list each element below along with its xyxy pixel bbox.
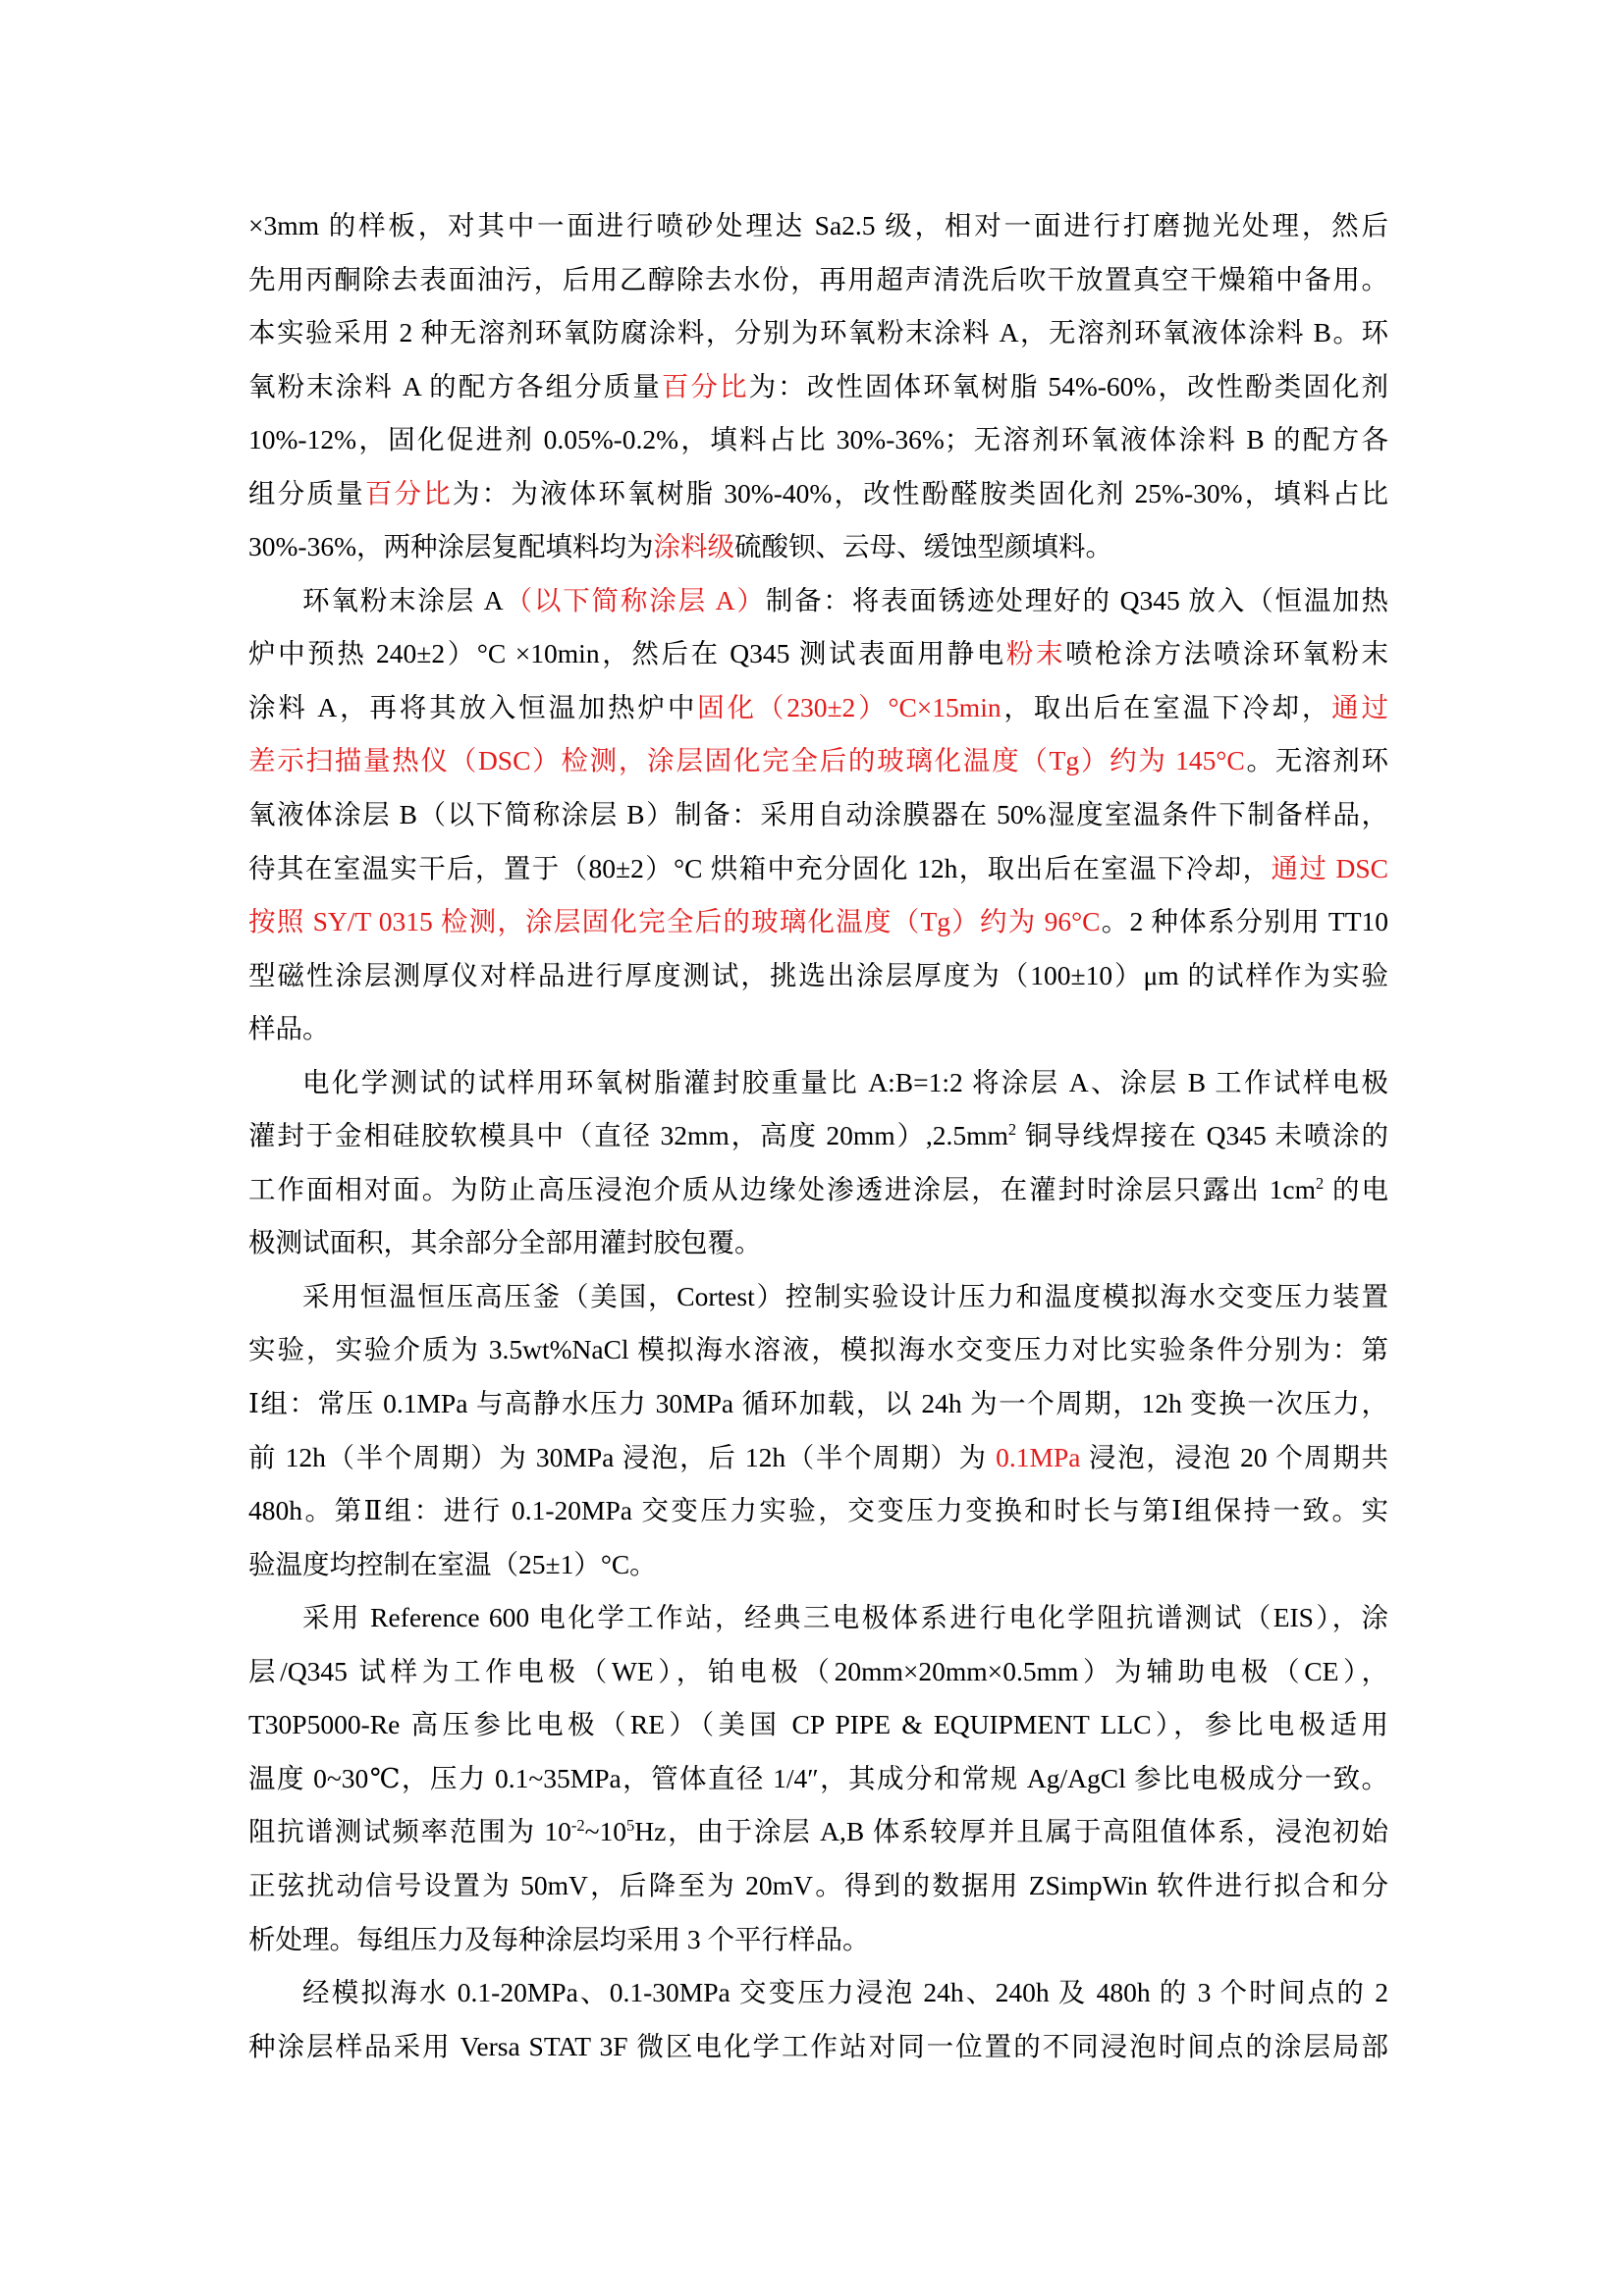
text-line bbox=[248, 2020, 1388, 2074]
text-line bbox=[248, 1591, 1388, 1645]
text-line bbox=[248, 895, 1388, 949]
text-segment: 正弦扰动信号设置为 50mV，后降至为 20mV。得到的数据用 ZSimpWin 软件进行拟合和分 bbox=[248, 1869, 1388, 1900]
paragraph-4 bbox=[248, 1270, 1388, 1591]
text-segment: 实验，实验介质为 3.5wt%NaCl 模拟海水溶液，模拟海水交变压力对比实验条件分别为：第 bbox=[248, 1334, 1388, 1365]
text-segment: Ⅰ组：常压 0.1MPa 与高静水压力 30MPa 循环加载，以 24h 为一个周期，12h 变换一次压力， bbox=[248, 1388, 1388, 1419]
text-line bbox=[248, 1002, 1388, 1056]
text-segment: 采用恒温恒压高压釜（美国，Cortest）控制实验设计压力和温度模拟海水交变压力装置 bbox=[302, 1280, 1388, 1311]
highlighted-text: 按照 SY/T 0315 检测，涂层固化完全后的玻璃化温度（Tg）约为 96°C bbox=[248, 906, 1101, 937]
text-segment: 制备：将表面锈迹处理好的 Q345 放入（恒温加热 bbox=[765, 584, 1388, 615]
text-line bbox=[248, 734, 1388, 788]
text-line bbox=[248, 842, 1388, 896]
superscript: 5 bbox=[626, 1816, 635, 1836]
text-line bbox=[248, 1056, 1388, 1110]
highlighted-text: 百分比 bbox=[364, 477, 453, 508]
text-segment: 氧液体涂层 B（以下简称涂层 B）制备：采用自动涂膜器在 50%湿度室温条件下制备样品， bbox=[248, 799, 1388, 830]
text-segment: 氧粉末涂料 A 的配方各组分质量 bbox=[248, 370, 662, 401]
text-line bbox=[248, 306, 1388, 360]
superscript: -2 bbox=[570, 1816, 585, 1836]
text-line bbox=[248, 627, 1388, 681]
text-line bbox=[248, 1323, 1388, 1377]
text-line bbox=[248, 1913, 1388, 1967]
highlighted-text: 粉末 bbox=[1005, 638, 1066, 669]
paragraph-6 bbox=[248, 1966, 1388, 2073]
text-segment: 10%-12%，固化促进剂 0.05%-0.2%，填料占比 30%-36%；无溶剂环氧液体涂料 B 的配方各 bbox=[248, 424, 1388, 455]
text-line bbox=[248, 1216, 1388, 1270]
paragraph-2 bbox=[248, 574, 1388, 1056]
text-line bbox=[248, 1805, 1388, 1859]
text-segment: 型磁性涂层测厚仪对样品进行厚度测试，挑选出涂层厚度为（100±10）μm 的试样作为实验 bbox=[248, 959, 1388, 990]
highlighted-text: 通过 bbox=[1331, 691, 1388, 722]
text-segment: 涂料 A，再将其放入恒温加热炉中 bbox=[248, 691, 698, 722]
text-line bbox=[248, 1645, 1388, 1699]
highlighted-text: 百分比 bbox=[661, 370, 749, 401]
superscript: 2 bbox=[1315, 1173, 1325, 1193]
text-segment: 极测试面积，其余部分全部用灌封胶包覆。 bbox=[248, 1227, 762, 1258]
text-line bbox=[248, 253, 1388, 307]
text-segment: 待其在室温实干后，置于（80±2）°C 烘箱中充分固化 12h，取出后在室温下冷却， bbox=[248, 852, 1272, 883]
paragraph-3 bbox=[248, 1056, 1388, 1270]
text-segment: 先用丙酮除去表面油污，后用乙醇除去水份，再用超声清洗后吹干放置真空干燥箱中备用。 bbox=[248, 263, 1388, 294]
text-segment: 阻抗谱测试频率范围为 10 bbox=[248, 1816, 571, 1847]
text-segment: 经模拟海水 0.1-20MPa、0.1-30MPa 交变压力浸泡 24h、240h 及 480h 的 3 个时间点的 2 bbox=[302, 1977, 1388, 2008]
text-segment: 。无溶剂环 bbox=[1244, 745, 1388, 776]
text-line bbox=[248, 1163, 1388, 1217]
text-line bbox=[248, 1966, 1388, 2020]
text-segment: 验温度均控制在室温（25±1）°C。 bbox=[248, 1548, 657, 1579]
text-segment: 种涂层样品采用 Versa STAT 3F 微区电化学工作站对同一位置的不同浸泡时间点的涂层局部 bbox=[248, 2030, 1388, 2061]
text-line bbox=[248, 1270, 1388, 1324]
highlighted-text: （以下简称涂层 A） bbox=[503, 584, 766, 615]
body-text bbox=[248, 199, 1388, 2073]
text-line bbox=[248, 788, 1388, 842]
highlighted-text: 差示扫描量热仪（DSC）检测，涂层固化完全后的玻璃化温度（Tg）约为 145°C bbox=[248, 745, 1245, 776]
text-segment: 喷枪涂方法喷涂环氧粉末 bbox=[1065, 638, 1388, 669]
text-segment: 浸泡，浸泡 20 个周期共 bbox=[1080, 1441, 1388, 1472]
highlighted-text: 通过 DSC bbox=[1271, 852, 1388, 883]
text-segment: 采用 Reference 600 电化学工作站，经典三电极体系进行电化学阻抗谱测试（EIS），涂 bbox=[302, 1602, 1388, 1633]
text-segment: 铜导线焊接在 Q345 未喷涂的 bbox=[1016, 1120, 1388, 1151]
text-line bbox=[248, 520, 1388, 574]
text-segment: 电化学测试的试样用环氧树脂灌封胶重量比 A:B=1:2 将涂层 A、涂层 B 工作试样电极 bbox=[302, 1066, 1388, 1097]
paragraph-1 bbox=[248, 199, 1388, 574]
text-line bbox=[248, 681, 1388, 735]
text-segment: 工作面相对面。为防止高压浸泡介质从边缘处渗透进涂层，在灌封时涂层只露出 1cm bbox=[248, 1173, 1316, 1204]
text-line bbox=[248, 949, 1388, 1003]
text-segment: 480h。第Ⅱ组：进行 0.1-20MPa 交变压力实验，交变压力变换和时长与第Ⅰ组保持一致。实 bbox=[248, 1495, 1388, 1526]
text-line bbox=[248, 413, 1388, 467]
text-segment: 环氧粉末涂层 A bbox=[302, 584, 504, 615]
text-line bbox=[248, 1752, 1388, 1806]
superscript: 2 bbox=[1007, 1120, 1017, 1140]
text-line bbox=[248, 574, 1388, 628]
text-segment: 为：改性固体环氧树脂 54%-60%，改性酚类固化剂 bbox=[748, 370, 1388, 401]
text-segment: 。2 种体系分别用 TT10 bbox=[1100, 906, 1388, 937]
text-line bbox=[248, 1484, 1388, 1538]
text-segment: ×3mm 的样板，对其中一面进行喷砂处理达 Sa2.5 级，相对一面进行打磨抛光处理，然后 bbox=[248, 210, 1388, 240]
text-segment: 前 12h（半个周期）为 30MPa 浸泡，后 12h（半个周期）为 bbox=[248, 1441, 997, 1472]
text-segment: 组分质量 bbox=[248, 477, 365, 508]
highlighted-text: 涂料级 bbox=[653, 531, 734, 562]
text-segment: 的电 bbox=[1324, 1173, 1388, 1204]
text-line bbox=[248, 1377, 1388, 1431]
text-segment: 为：为液体环氧树脂 30%-40%，改性酚醛胺类固化剂 25%-30%，填料占比 bbox=[452, 477, 1388, 508]
text-line bbox=[248, 1431, 1388, 1485]
text-line bbox=[248, 199, 1388, 253]
text-segment: ，取出后在室温下冷却， bbox=[1001, 691, 1332, 722]
text-line bbox=[248, 467, 1388, 521]
text-segment: ~10 bbox=[584, 1816, 627, 1847]
text-segment: 硫酸钡、云母、缓蚀型颜填料。 bbox=[733, 531, 1112, 562]
text-segment: 本实验采用 2 种无溶剂环氧防腐涂料，分别为环氧粉末涂料 A，无溶剂环氧液体涂料 B。环 bbox=[248, 317, 1388, 348]
paragraph-5 bbox=[248, 1591, 1388, 1966]
text-segment: 30%-36%，两种涂层复配填料均为 bbox=[248, 531, 654, 562]
highlighted-text: 0.1MPa bbox=[996, 1441, 1081, 1472]
text-segment: 炉中预热 240±2）°C ×10min，然后在 Q345 测试表面用静电 bbox=[248, 638, 1006, 669]
text-segment: T30P5000-Re 高压参比电极（RE）（美国 CP PIPE & EQUIPMENT LLC），参比电极适用 bbox=[248, 1709, 1388, 1740]
text-line bbox=[248, 1698, 1388, 1752]
text-segment: 样品。 bbox=[248, 1013, 330, 1044]
text-line bbox=[248, 1109, 1388, 1163]
text-line bbox=[248, 1538, 1388, 1592]
text-segment: 析处理。每组压力及每种涂层均采用 3 个平行样品。 bbox=[248, 1923, 870, 1954]
text-segment: 灌封于金相硅胶软模具中（直径 32mm，高度 20mm）,2.5mm bbox=[248, 1120, 1008, 1151]
text-line bbox=[248, 1859, 1388, 1913]
text-segment: 层/Q345 试样为工作电极（WE），铂电极（20mm×20mm×0.5mm）为辅助电极（CE）， bbox=[248, 1655, 1388, 1686]
text-segment: 温度 0~30℃，压力 0.1~35MPa，管体直径 1/4″，其成分和常规 Ag/AgCl 参比电极成分一致。 bbox=[248, 1762, 1388, 1793]
text-line bbox=[248, 360, 1388, 414]
highlighted-text: 固化（230±2）°C×15min bbox=[697, 691, 1001, 722]
text-segment: Hz，由于涂层 A,B 体系较厚并且属于高阻值体系，浸泡初始 bbox=[634, 1816, 1388, 1847]
